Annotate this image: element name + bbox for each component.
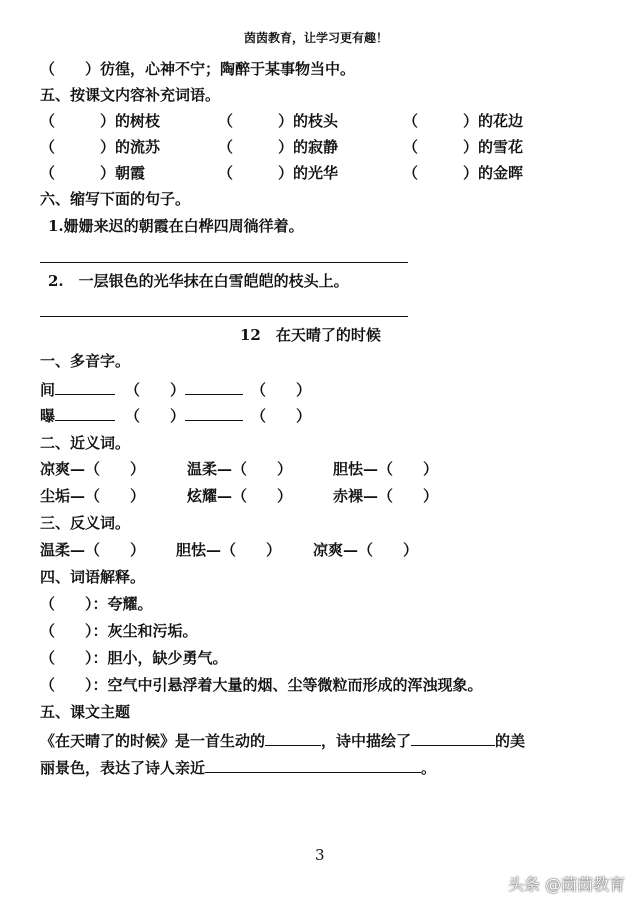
part1-heading: 一、多音字。	[40, 352, 131, 370]
polyphone-row	[40, 380, 311, 399]
blank	[185, 380, 243, 395]
synonym-item: 炫耀—（ ）	[187, 487, 293, 505]
fill-item: （ ）的金晖	[403, 164, 524, 182]
synonym-item: 胆怯—（ ）	[333, 460, 439, 478]
part4-heading: 四、词语解释。	[40, 568, 146, 586]
theme-text: 《在天晴了的时候》是一首生动的	[40, 732, 266, 750]
answer-line	[40, 262, 408, 263]
definition-item: （ ）：灰尘和污垢。	[40, 622, 198, 640]
polyphone-char: 间	[40, 381, 56, 399]
antonym-item: 胆怯—（ ）	[176, 541, 282, 559]
fill-item: （ ）的枝头	[218, 112, 339, 130]
theme-text: 丽景色，表达了诗人亲近	[40, 759, 206, 777]
fill-item: （ ）的寂静	[218, 138, 339, 156]
blank	[55, 380, 115, 395]
blank	[411, 731, 495, 746]
synonym-item: 赤裸—（ ）	[333, 487, 439, 505]
fill-item: （ ）的光华	[218, 164, 339, 182]
paren: （ ）	[125, 407, 186, 425]
answer-line	[40, 316, 408, 317]
blank	[205, 758, 421, 773]
synonym-item: 尘垢—（ ）	[40, 487, 146, 505]
fill-item: （ ）朝霞	[40, 164, 146, 182]
theme-line-2	[40, 758, 436, 777]
part5-heading: 五、课文主题	[40, 703, 131, 721]
paren: （ ）	[251, 381, 312, 399]
blank	[265, 731, 321, 746]
theme-line-1	[40, 731, 525, 750]
definition-item: （ ）：胆小，缺少勇气。	[40, 649, 228, 667]
definition-item: （ ）：空气中引悬浮着大量的烟、尘等微粒而形成的浑浊现象。	[40, 676, 483, 694]
synonym-item: 凉爽—（ ）	[40, 460, 146, 478]
theme-text: 。	[421, 759, 437, 777]
fill-item: （ ）的花边	[403, 112, 524, 130]
page-header: 茵茵教育，让学习更有趣！	[244, 31, 389, 45]
theme-text: 的美	[495, 732, 526, 750]
section5a-heading: 五、按课文内容补充词语。	[40, 86, 221, 104]
page-number: 3	[315, 846, 325, 864]
part2-heading: 二、近义词。	[40, 434, 131, 452]
antonym-item: 温柔—（ ）	[40, 541, 146, 559]
section6-heading: 六、缩写下面的句子。	[40, 190, 191, 208]
lesson-title: 12 在天晴了的时候	[240, 326, 381, 344]
top-line: （ ）彷徨，心神不宁；陶醉于某事物当中。	[40, 60, 356, 78]
fill-item: （ ）的雪花	[403, 138, 524, 156]
polyphone-char: 曝	[40, 407, 56, 425]
fill-item: （ ）的流苏	[40, 138, 161, 156]
paren: （ ）	[125, 381, 186, 399]
watermark: 头条 @茵茵教育	[508, 875, 626, 894]
paren: （ ）	[251, 407, 312, 425]
sentence-1: 1.姗姗来迟的朝霞在白桦四周徜徉着。	[48, 217, 304, 235]
theme-text: ，诗中描绘了	[321, 732, 412, 750]
part3-heading: 三、反义词。	[40, 514, 131, 532]
blank	[55, 406, 115, 421]
polyphone-row	[40, 406, 311, 425]
antonym-item: 凉爽—（ ）	[313, 541, 419, 559]
fill-item: （ ）的树枝	[40, 112, 161, 130]
synonym-item: 温柔—（ ）	[187, 460, 293, 478]
blank	[185, 406, 243, 421]
sentence-2: 2. 一层银色的光华抹在白雪皑皑的枝头上。	[48, 272, 349, 290]
definition-item: （ ）：夸耀。	[40, 595, 153, 613]
